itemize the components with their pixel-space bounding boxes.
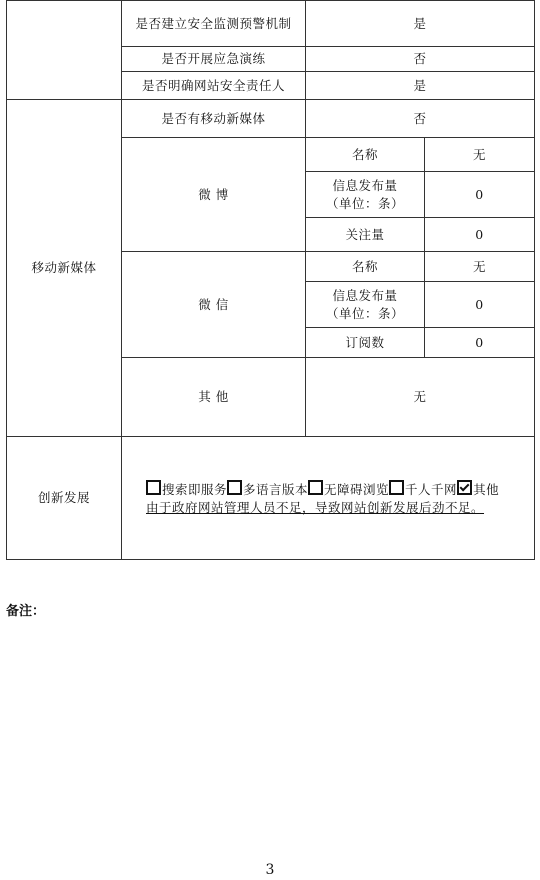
checkbox-icon[interactable] [389,480,404,495]
page-number: 3 [265,862,275,878]
responsible-question: 是否明确网站安全责任人 [122,72,306,100]
mobile-section-label: 移动新媒体 [7,100,122,437]
weibo-count-label [306,172,425,218]
weixin-label: 微 信 [122,252,306,358]
checkbox-icon[interactable] [146,480,161,495]
weixin-count-label-line1: 信息发布量 [332,287,398,303]
innovation-section-label: 创新发展 [7,437,122,560]
responsible-answer: 是 [306,72,535,100]
other-value: 无 [306,358,535,437]
weibo-count-label-line2: （单位：条） [325,195,404,211]
weibo-follow-label: 关注量 [306,218,425,252]
weibo-label: 微 博 [122,138,306,252]
weixin-count-label-line2: （单位：条） [325,305,404,321]
weixin-sub-label: 订阅数 [306,328,425,358]
info-table [6,0,535,560]
weixin-count-label [306,282,425,328]
drill-answer: 否 [306,47,535,72]
option-label: 多语言版本 [243,481,309,497]
mobile-answer: 否 [306,100,535,138]
innovation-note: 由于政府网站管理人员不足，导致网站创新发展后劲不足。 [146,499,485,515]
option-label: 搜索即服务 [162,481,228,497]
weixin-name-label: 名称 [306,252,425,282]
weixin-sub-value: 0 [425,328,535,358]
weibo-follow-value: 0 [425,218,535,252]
weibo-count-value: 0 [425,172,535,218]
mobile-question: 是否有移动新媒体 [122,100,306,138]
weibo-name-value: 无 [425,138,535,172]
remark-label: 备注： [6,604,46,619]
weibo-name-label: 名称 [306,138,425,172]
other-label: 其 他 [122,358,306,437]
weixin-name-value: 无 [425,252,535,282]
warning-question: 是否建立安全监测预警机制 [122,1,306,47]
innovation-options [146,480,530,499]
blank-cell [7,1,122,100]
checkbox-icon[interactable] [308,480,323,495]
weixin-count-value: 0 [425,282,535,328]
option-label: 无障碍浏览 [324,481,390,497]
option-label: 千人千网 [405,481,458,497]
checked-box-icon[interactable] [457,480,472,495]
innovation-content [122,437,535,560]
option-label: 其他 [473,481,500,497]
weibo-count-label-line1: 信息发布量 [332,177,398,193]
checkbox-icon[interactable] [227,480,242,495]
drill-question: 是否开展应急演练 [122,47,306,72]
warning-answer: 是 [306,1,535,47]
